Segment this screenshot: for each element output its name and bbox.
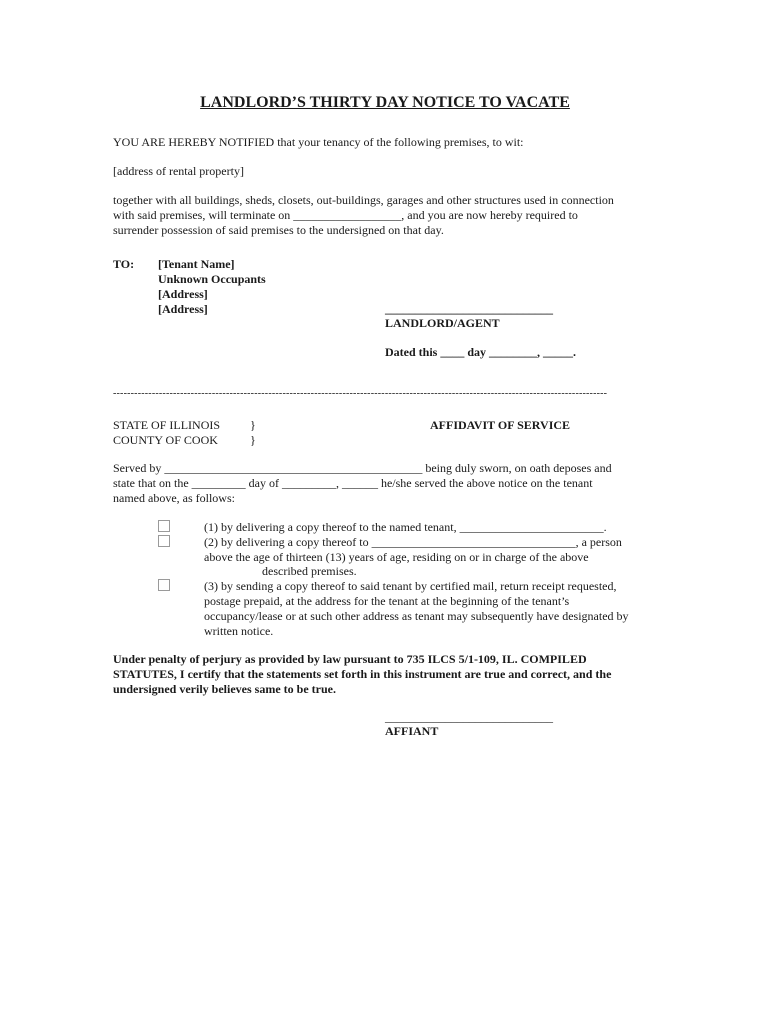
intro-text: YOU ARE HEREBY NOTIFIED that your tenancy of the following premises, to wit: (113, 135, 524, 149)
body-line: with said premises, will terminate on __________________, and you are now hereby required to (113, 208, 578, 222)
page-title: LANDLORD’S THIRTY DAY NOTICE TO VACATE (200, 94, 570, 111)
affiant-label: AFFIANT (385, 724, 439, 738)
option-line: (1) by delivering a copy thereof to the named tenant, ________________________. (204, 520, 607, 534)
section-separator: -------------------------------------------------------------------------------------------------------------------------------------------- (113, 388, 608, 399)
recipient-line: Unknown Occupants (158, 272, 266, 286)
option-line: occupancy/lease or at such other address as tenant may subsequently have designated by (204, 609, 629, 623)
body-line: together with all buildings, sheds, closets, out-buildings, garages and other structures used in connection (113, 193, 614, 207)
penalty-line: Under penalty of perjury as provided by law pursuant to 735 ILCS 5/1-109, IL. COMPILED (113, 652, 587, 666)
service-option-2-checkbox[interactable] (158, 535, 170, 547)
to-label: TO: (113, 257, 135, 271)
recipient-line: [Address] (158, 302, 208, 316)
body-line: surrender possession of said premises to the undersigned on that day. (113, 223, 444, 237)
option-line: (2) by delivering a copy thereof to __________________________________, a person (204, 535, 622, 549)
state-line: STATE OF ILLINOIS (113, 418, 221, 432)
option-line: above the age of thirteen (13) years of age, residing on or in charge of the above (204, 550, 589, 564)
option-line: described premises. (262, 564, 357, 578)
penalty-line: undersigned verily believes same to be true. (113, 682, 336, 696)
served-line: named above, as follows: (113, 491, 235, 505)
option-line: written notice. (204, 624, 274, 638)
recipient-line: [Address] (158, 287, 208, 301)
service-option-3-checkbox[interactable] (158, 579, 170, 591)
brace: } (250, 418, 256, 432)
landlord-signature-line: ____________________________ (385, 302, 553, 316)
affidavit-title: AFFIDAVIT OF SERVICE (430, 418, 571, 432)
recipient-line: [Tenant Name] (158, 257, 235, 271)
served-line: state that on the _________ day of _________, ______ he/she served the above notice on the tenant (113, 476, 593, 490)
option-line: postage prepaid, at the address for the tenant at the beginning of the tenant’s (204, 594, 570, 608)
option-line: (3) by sending a copy thereof to said tenant by certified mail, return receipt requested, (204, 579, 617, 593)
service-option-1-checkbox[interactable] (158, 520, 170, 532)
dated-line: Dated this ____ day ________, _____. (385, 345, 577, 359)
county-line: COUNTY OF COOK (113, 433, 218, 447)
landlord-label: LANDLORD/AGENT (385, 316, 500, 330)
penalty-line: STATUTES, I certify that the statements set forth in this instrument are true and correct, and the (113, 667, 612, 681)
served-line: Served by ___________________________________________ being duly sworn, on oath deposes and (113, 461, 612, 475)
affiant-signature-line: ____________________________ (385, 710, 553, 724)
brace: } (250, 433, 256, 447)
address-placeholder: [address of rental property] (113, 164, 244, 178)
